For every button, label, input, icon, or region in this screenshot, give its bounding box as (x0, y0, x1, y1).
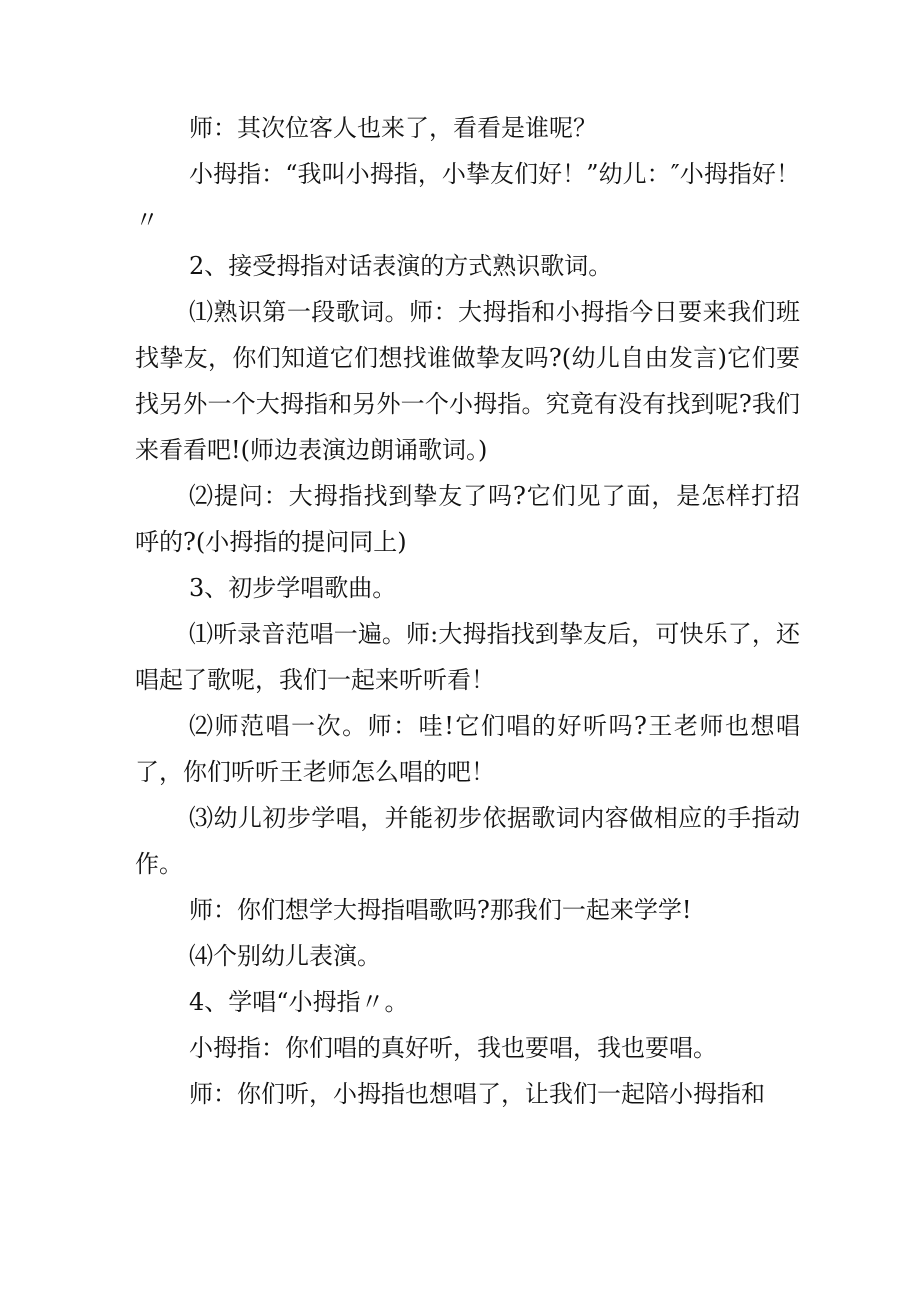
paragraph-9: ⑶幼儿初步学唱，并能初步依据歌词内容做相应的手指动作。 (135, 804, 800, 878)
document-body (135, 105, 800, 1117)
paragraph-12: 4、学唱“小拇指〃。 (189, 988, 409, 1016)
paragraph-13: 小拇指：你们唱的真好听，我也要唱，我也要唱。 (189, 1034, 717, 1062)
paragraph-3: 2、接受拇指对话表演的方式熟识歌词。 (189, 252, 613, 280)
paragraph-5: ⑵提问：大拇指找到挚友了吗?它们见了面，是怎样打招呼的?(小拇指的提问同上) (135, 482, 800, 556)
paragraph-6: 3、初步学唱歌曲。 (189, 574, 397, 602)
paragraph-4: ⑴熟识第一段歌词。师：大拇指和小拇指今日要来我们班找挚友，你们知道它们想找谁做挚友吗?(幼儿自由发言)它们要找另外一个大拇指和另外一个小拇指。究竟有没有找到呢?我们来看看吧!(师边表演边朗诵歌词。) (135, 298, 800, 464)
paragraph-14: 师：你们听，小拇指也想唱了，让我们一起陪小拇指和 (189, 1080, 765, 1108)
paragraph-7: ⑴听录音范唱一遍。师:大拇指找到挚友后，可快乐了，还唱起了歌呢，我们一起来听听看！ (135, 620, 800, 694)
paragraph-11: ⑷个别幼儿表演。 (189, 942, 381, 970)
paragraph-1: 师：其次位客人也来了，看看是谁呢？ (189, 114, 597, 142)
paragraph-8: ⑵师范唱一次。师：哇!它们唱的好听吗?王老师也想唱了，你们听听王老师怎么唱的吧！ (135, 712, 800, 786)
paragraph-2: 小拇指：“我叫小拇指，小挚友们好！”幼儿：″小拇指好！〃 (135, 160, 800, 234)
paragraph-10: 师：你们想学大拇指唱歌吗?那我们一起来学学! (189, 896, 692, 924)
